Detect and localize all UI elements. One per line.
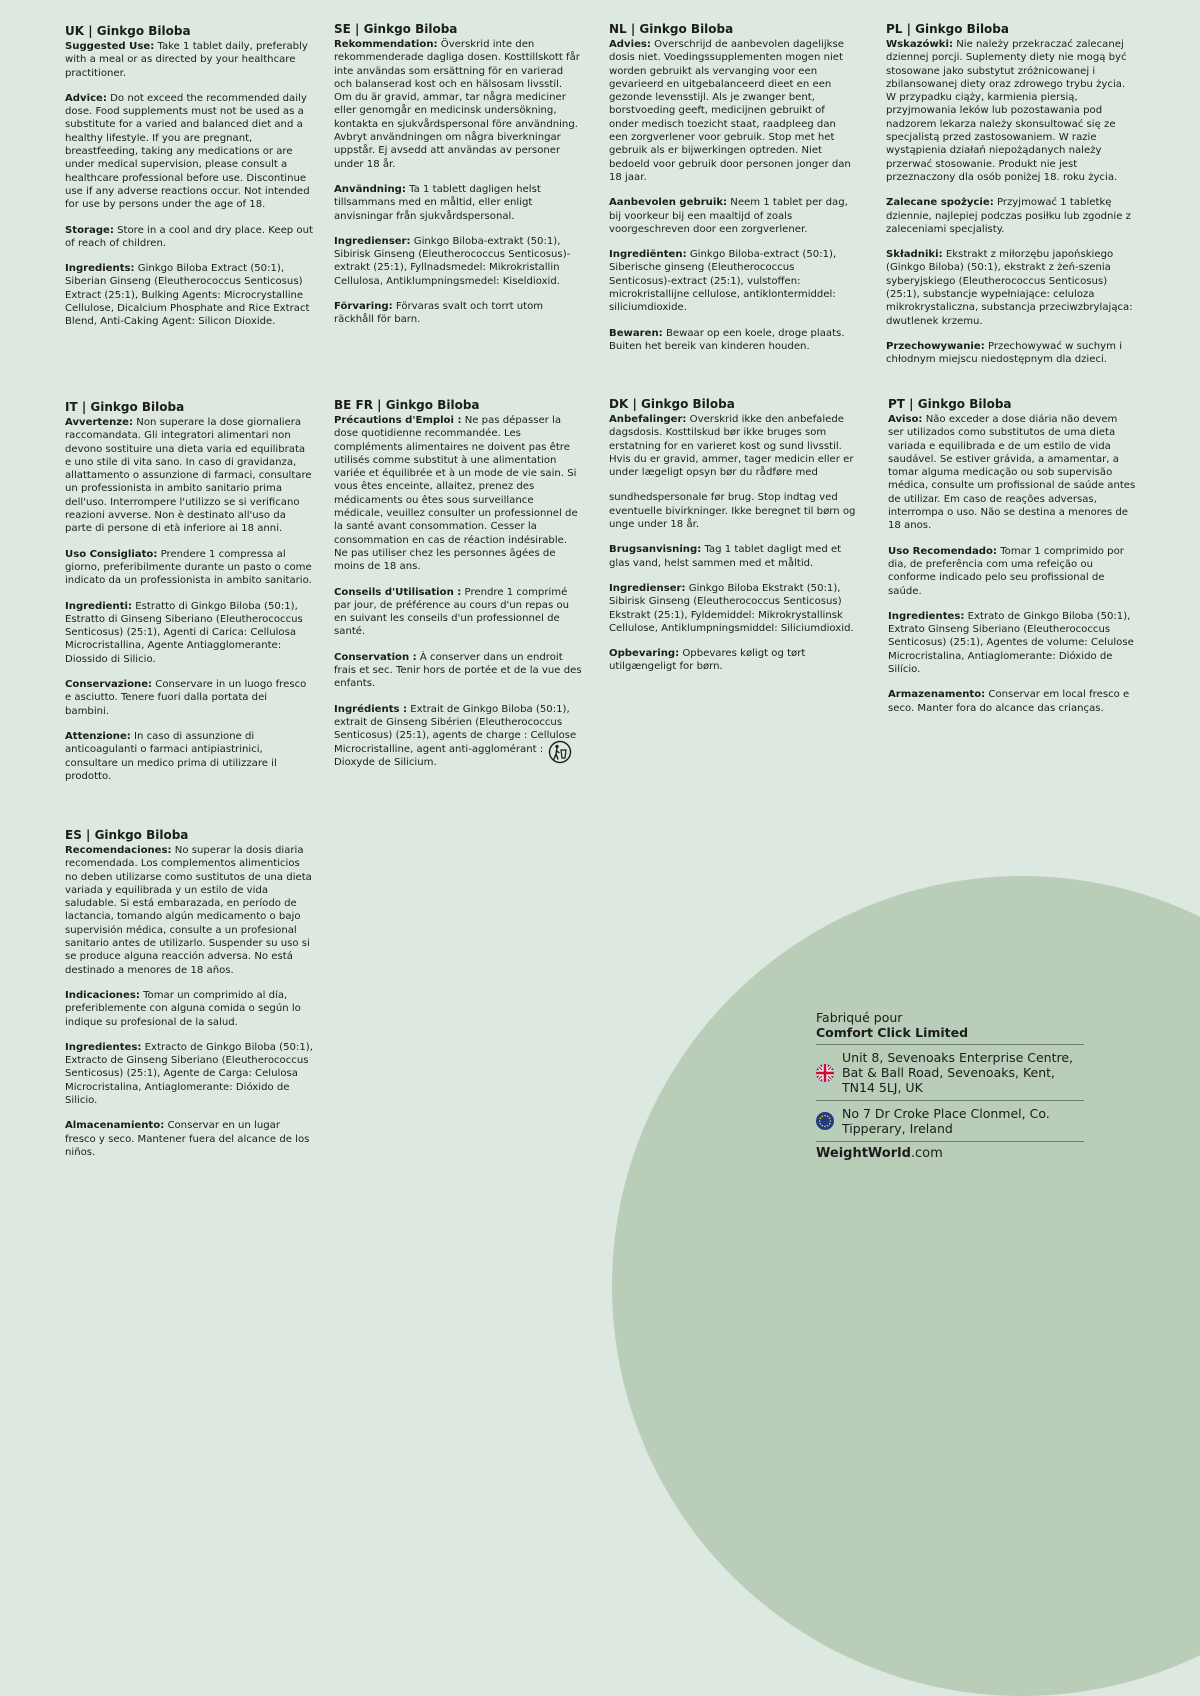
paragraph-text: Förvaras svalt och torrt utom räckhåll för barn. [334,301,544,326]
paragraph-text: Przechowywać w suchym i chłodnym miejscu niedostępnym dla dzieci. [886,340,1122,366]
paragraph-label: Recomendaciones: [65,845,172,856]
section-paragraph [334,703,582,769]
paragraph-label: Advice: [65,92,107,104]
section-paragraph [334,235,582,288]
paragraph-label: Précautions d'Emploi : [334,415,462,426]
section-be-fr [334,398,582,781]
paragraph-text: Nie należy przekraczać zalecanej dziennej porcji. Suplementy diety nie mogą być stosowane jako substytut zróżnicowanej i zbilansowanej diety oraz zdrowego trybu życia. W przypadku ciąży, karmienia piersią, przyjmowania leków lub pozostawania pod nadzorem lekarza należy skonsultować się ze specjalistą przed zastosowaniem. W razie wystąpienia działań niepożądanych należy przerwać stosowanie. Produkt nie jest przeznaczony dla osób poniżej 18. roku życia. [886,39,1127,183]
section-paragraph [334,414,582,574]
paragraph-text: Ta 1 tablett dagligen helst tillsammans med en måltid, eller enligt anvisningar från sjukvårdspersonal. [334,183,541,222]
section-paragraph [888,688,1136,715]
paragraph-text: Neem 1 tablet per dag, bij voorkeur bij een maaltijd of zoals voorgeschreven door een zorgverlener. [609,197,848,235]
paragraph-label: Zalecane spożycie: [886,197,994,209]
section-se [334,22,582,339]
paragraph-text: Prendere 1 compressa al giorno, preferibilmente durante un pasto o come indicato da un professionista in ambito sanitario. [65,548,312,587]
section-paragraph [334,183,582,223]
paragraph-label: Ingredients: [65,263,135,275]
section-paragraph [609,248,857,314]
paragraph-text: Conservar en un lugar fresco y seco. Mantener fuera del alcance de los niños. [65,1120,310,1158]
recycling-person-icon [548,740,572,764]
section-paragraph [334,651,582,691]
paragraph-text: Ginkgo Biloba Ekstrakt (50:1), Sibirisk Ginseng (Eleutherococcus Senticosus) Ekstrakt (25:1), Fyldemiddel: Mikrokrystallinsk Cellulose, Antiklumpningsmiddel: Siliciumdioxid. [609,582,854,634]
paragraph-text: Do not exceed the recommended daily dose. Food supplements must not be used as a substitute for a varied and balanced diet and a healthy lifestyle. If you are pregnant, breastfeeding, taking any medications or are under medical supervision, please consult a healthcare professional before use. Discontinue use if any adverse reactions occur. Not intended for use by persons under the age of 18. [65,92,310,211]
section-title: UK | Ginkgo Biloba [65,24,191,38]
section-paragraph [609,543,857,570]
paragraph-text: Ekstrakt z miłorzębu japońskiego (Ginkgo Biloba) (50:1), ekstrakt z żeń-szenia syberyjskiego (Eleutherococcus Senticosus) (25:1), substancje wypełniające: celuloza mikrokrystaliczna, substancja przeciwzbrylająca: dwutlenek krzemu. [886,249,1133,327]
paragraph-label: Opbevaring: [609,648,680,660]
paragraph-label: Indicaciones: [65,989,140,1001]
paragraph-text: Opbevares køligt og tørt utilgængeligt for børn. [609,648,806,673]
paragraph-text: sundhedspersonale før brug. Stop indtag ved eventuelle bivirkninger. Ikke beregnet til børn og unge under 18 år. [609,492,856,531]
section-paragraph [886,196,1134,236]
paragraph-label: Ingredientes: [65,1041,142,1053]
paragraph-label: Aanbevolen gebruik: [609,197,728,209]
manufacturer-block [816,1010,1084,1161]
paragraph-label: Avvertenze: [65,417,134,428]
paragraph-label: Ingredienser: [334,235,411,247]
paragraph-text: Não exceder a dose diária não devem ser utilizados como substitutos de uma dieta variada e equilibrada e de um estilo de vida saudável. Se estiver grávida, a amamentar, a tomar alguma medicação ou sob supervisão médica, consulte um profissional de saúde antes de utilizar. Em caso de reações adversas, interrompa o uso. Não se destina a menores de 18 anos. [888,414,1136,532]
section-title: DK | Ginkgo Biloba [609,397,735,411]
section-paragraph [65,92,313,212]
paragraph-text: In caso di assunzione di anticoagulanti o farmaci antipiastrinici, consultare un medico prima di utilizzare il prodotto. [65,730,277,782]
paragraph-text: Non superare la dose giornaliera raccomandata. Gli integratori alimentari non devono sostituire una dieta varia ed equilibrata e uno stile di vita sano. In caso di gravidanza, allattamento o assunzione di farmaci, consultare un professionista in ambito sanitario prima dell'uso. Interrompere l'utilizzo se si verificano reazioni avverse. Non è destinato all'uso da parte di persone di età inferiore ai 18 anni. [65,417,312,535]
paragraph-text: À conserver dans un endroit frais et sec. Tenir hors de portée et de la vue des enfants. [334,651,582,690]
section-paragraph [65,1119,313,1159]
brand-website [816,1146,1084,1161]
section-pt [888,397,1136,727]
paragraph-text: Overschrijd de aanbevolen dagelijkse dosis niet. Voedingssupplementen mogen niet worden gebruikt als vervanging voor een gevarieerd en uitgebalanceerd dieet en een gezonde levensstijl. Als je zwanger bent, borstvoeding geeft, medicijnen gebruikt of onder medisch toezicht staat, raadpleeg dan een zorgverlener voor gebruik. Stop met het gebruik als er bijwerkingen optreden. Niet bedoeld voor gebruik door personen jonger dan 18 jaar. [609,39,851,183]
paragraph-label: Brugsanvisning: [609,544,702,556]
section-paragraph [886,38,1134,184]
paragraph-text: Estratto di Ginkgo Biloba (50:1), Estratto di Ginseng Siberiano (Eleutherococcus Senticosus) (25:1), Agenti di Carica: Cellulosa Microcristallina, Agente Antiagglomerante: Diossido di Silicio. [65,600,303,665]
section-title: SE | Ginkgo Biloba [334,22,458,36]
paragraph-label: Przechowywanie: [886,340,985,352]
paragraph-text: Överskrid inte den rekommenderade dagliga dosen. Kosttillskott får inte användas som ersättning för en varierad och balanserad kost och en hälsosam livsstil. Om du är gravid, ammar, tar några mediciner eller genomgår en medicinsk undersökning, kontakta en sjukvårdspersonal före användning. Avbryt användningen om några biverkningar uppstår. Ej avsedd att användas av personer under 18 år. [334,39,580,170]
section-title: PT | Ginkgo Biloba [888,397,1012,411]
paragraph-text: Extrait de Ginkgo Biloba (50:1), extrait de Ginseng Sibérien (Eleutherococcus Senticosus) (25:1), agents de charge : Cellulose Microcristalline, agent anti-agglomérant : Dioxyde de Silicium. [334,703,577,768]
paragraph-label: Bewaren: [609,327,663,339]
paragraph-label: Advies: [609,39,651,50]
section-paragraph [609,327,857,354]
section-paragraph [609,491,857,531]
section-paragraph [65,548,313,588]
uk-flag-icon [816,1064,834,1082]
decorative-circle [612,876,1200,1696]
paragraph-text: Overskrid ikke den anbefalede dagsdosis. Kosttilskud bør ikke bruges som erstatning for en varieret kost og sund livsstil. Hvis du er gravid, ammer, tager medicin eller er under lægeligt opsyn bør du rådføre med [609,414,854,479]
section-paragraph [609,647,857,674]
paragraph-label: Uso Recomendado: [888,545,997,557]
paragraph-label: Składniki: [886,249,943,261]
section-paragraph [334,586,582,639]
eu-address: No 7 Dr Croke Place Clonmel, Co. Tipperary, Ireland [842,1106,1050,1136]
paragraph-label: Förvaring: [334,301,393,313]
section-paragraph [65,730,313,783]
section-title: ES | Ginkgo Biloba [65,828,189,842]
section-paragraph [65,416,313,536]
section-paragraph [65,224,313,251]
section-paragraph [886,340,1134,367]
paragraph-label: Conseils d'Utilisation : [334,586,462,598]
section-paragraph [334,300,582,327]
paragraph-text: Conservare in un luogo fresco e asciutto. Tenere fuori dalla portata dei bambini. [65,679,307,717]
section-paragraph [886,248,1134,328]
paragraph-text: Ginkgo Biloba-extrakt (50:1), Sibirisk Ginseng (Eleutherococcus Senticosus)-extrakt (25:1), Fyllnadsmedel: Mikrokristallin Cellulosa, Antiklumpningsmedel: Kiseldioxid. [334,235,571,287]
section-paragraph [65,262,313,328]
paragraph-label: Ingredienti: [65,600,133,612]
section-uk [65,24,313,341]
section-paragraph [65,844,313,977]
section-paragraph [334,38,582,171]
paragraph-label: Aviso: [888,414,923,425]
paragraph-text: Tomar 1 comprimido por dia, de preferência com uma refeição ou conforme indicado pelo seu profissional de saúde. [888,545,1124,597]
paragraph-text: Tag 1 tablet dagligt med et glas vand, helst sammen med et måltid. [609,544,842,569]
paragraph-text: No superar la dosis diaria recomendada. Los complementos alimenticios no deben utilizarse como sustitutos de una dieta variada y equilibrada y un estilo de vida saludable. Si está embarazada, en período de lactancia, tomando algún medicamento o bajo supervisión médica, consulte a un profesional sanitario antes de utilizarlo. Suspender su uso si se produce alguna reacción adversa. No está destinado a menores de 18 años. [65,845,312,976]
paragraph-label: Ingredientes: [888,610,965,622]
section-paragraph [65,678,313,718]
brand-name: WeightWorld [816,1146,911,1161]
paragraph-text: Extracto de Ginkgo Biloba (50:1), Extracto de Ginseng Siberiano (Eleutherococcus Senticosus) (25:1), Agente de Carga: Celulosa Microcristalina, Antiaglomerante: Dióxido de Silicio. [65,1041,313,1107]
section-paragraph [609,413,857,479]
paragraph-text: Przyjmować 1 tabletkę dziennie, najlepiej podczas posiłku lub zgodnie z zaleceniami specjalisty. [886,197,1131,235]
uk-address: Unit 8, Sevenoaks Enterprise Centre, Bat & Ball Road, Sevenoaks, Kent, TN14 5LJ, UK [842,1050,1074,1095]
paragraph-label: Conservation : [334,651,417,663]
section-es [65,828,313,1171]
paragraph-text: Take 1 tablet daily, preferably with a meal or as directed by your healthcare practitioner. [65,41,308,79]
section-paragraph [888,545,1136,598]
paragraph-label: Almacenamiento: [65,1120,165,1132]
eu-address-row [816,1100,1084,1142]
section-paragraph [609,38,857,184]
section-it [65,400,313,795]
section-paragraph [609,196,857,236]
section-paragraph [888,413,1136,533]
section-dk [609,397,857,686]
paragraph-text: Tomar un comprimido al día, preferiblemente con alguna comida o según lo indique su profesional de la salud. [65,989,301,1028]
eu-flag-icon [816,1112,834,1130]
paragraph-label: Storage: [65,224,114,236]
paragraph-text: Bewaar op een koele, droge plaats. Buiten het bereik van kinderen houden. [609,327,845,352]
paragraph-label: Suggested Use: [65,41,155,52]
section-paragraph [888,610,1136,676]
paragraph-label: Attenzione: [65,730,131,742]
paragraph-label: Användning: [334,183,406,195]
company-name: Comfort Click Limited [816,1025,969,1040]
paragraph-text: Ginkgo Biloba-extract (50:1), Siberische ginseng (Eleutherococcus Senticosus)-extract (25:1), vulstoffen: microkristallijne cellulose, antiklontermiddel: siliciumdioxide. [609,249,837,314]
made-for-label: Fabriqué pour [816,1010,903,1025]
paragraph-text: Prendre 1 comprimé par jour, de préférence au cours d'un repas ou en suivant les conseils d'un professionnel de santé. [334,586,570,638]
paragraph-label: Ingrédients : [334,703,408,715]
paragraph-text: Ne pas dépasser la dose quotidienne recommandée. Les compléments alimentaires ne doivent pas être utilisés comme substitut à une alimentation variée et équilibrée et à un mode de vie sain. Si vous êtes enceinte, allaitez, prenez des médicaments ou êtes sous surveillance médicale, veuillez consulter un professionnel de la santé avant consommation. Cesser la consommation en cas de réaction indésirable. Ne pas utiliser chez les personnes âgées de moins de 18 ans. [334,415,578,573]
paragraph-label: Wskazówki: [886,39,954,50]
section-title: BE FR | Ginkgo Biloba [334,398,480,412]
section-title: PL | Ginkgo Biloba [886,22,1009,36]
section-nl [609,22,857,365]
paragraph-label: Rekommendation: [334,39,438,50]
paragraph-text: Conservar em local fresco e seco. Manter fora do alcance das crianças. [888,689,1130,714]
brand-domain: .com [910,1146,943,1161]
paragraph-label: Ingrediënten: [609,249,687,261]
section-title: IT | Ginkgo Biloba [65,400,185,414]
section-paragraph [65,600,313,666]
paragraph-label: Anbefalinger: [609,414,687,425]
paragraph-text: Extrato de Ginkgo Biloba (50:1), Extrato Ginseng Siberiano (Eleutherococcus Senticosus) (25:1), Agentes de volume: Celulose Microcristalina, Antiaglomerante: Dióxido de Silício. [888,610,1134,676]
paragraph-label: Conservazione: [65,679,153,691]
section-paragraph [65,989,313,1029]
paragraph-text: Ginkgo Biloba Extract (50:1), Siberian Ginseng (Eleutherococcus Senticosus) Extract (25:1), Bulking Agents: Microcrystalline Cellulose, Dicalcium Phosphate and Rice Extract Blend, Anti-Caking Agent: Silicon Dioxide. [65,263,310,328]
uk-address-row [816,1044,1084,1100]
paragraph-text: Store in a cool and dry place. Keep out of reach of children. [65,224,313,249]
paragraph-label: Armazenamento: [888,689,986,701]
section-paragraph [65,40,313,80]
section-pl [886,22,1134,379]
section-paragraph [65,1041,313,1107]
paragraph-label: Ingredienser: [609,582,686,594]
section-paragraph [609,582,857,635]
paragraph-label: Uso Consigliato: [65,548,158,560]
section-title: NL | Ginkgo Biloba [609,22,734,36]
